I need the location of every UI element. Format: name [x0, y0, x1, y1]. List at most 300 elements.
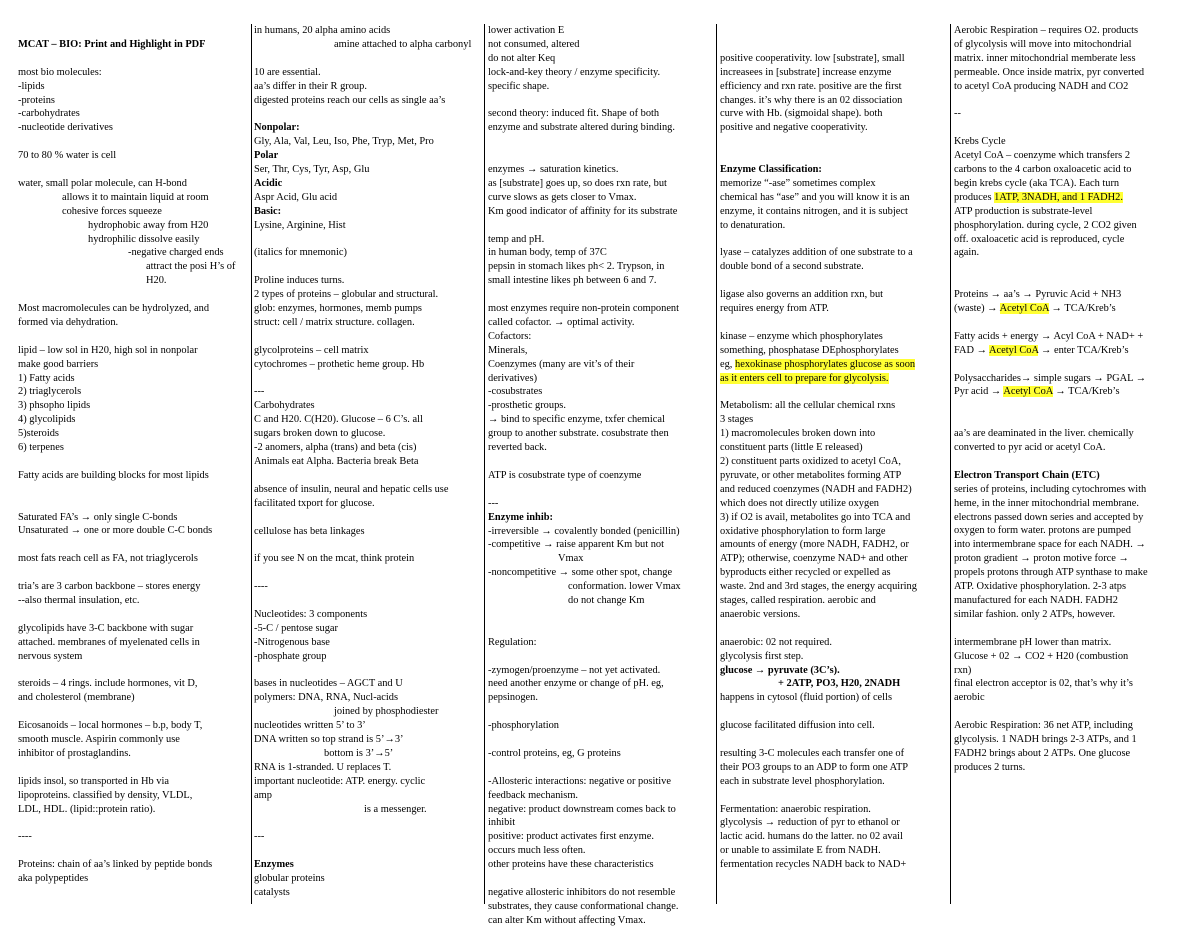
note-line: occurs much less often. — [488, 845, 586, 857]
note-line: lipid – low sol in H20, high sol in nonpolar — [18, 344, 198, 356]
note-line: --also thermal insulation, etc. — [18, 594, 140, 606]
note-line: their PO3 groups to an ADP to form one ATP — [720, 761, 909, 773]
notes-column-2 — [254, 24, 482, 900]
note-line: feedback mechanism. — [488, 789, 579, 801]
note-line — [954, 622, 1186, 636]
note-line: chemical has “ase” and you will know it is an — [720, 191, 910, 203]
note-line: specific shape. — [488, 80, 550, 92]
note-line: 2) constituent parts oxidized to acetyl CoA, — [720, 455, 901, 467]
note-line: is a messenger. — [364, 803, 427, 815]
highlighted-text: as it enters cell to prepare for glycolysis. — [720, 372, 889, 384]
note-line — [488, 149, 714, 163]
note-line: (waste) → Acetyl CoA → TCA/Kreb’s — [954, 303, 1116, 315]
note-line: -lipids — [18, 80, 45, 92]
note-line: as [substrate] goes up, so does rxn rate, but — [488, 177, 667, 189]
note-line: -cosubstrates — [488, 386, 543, 398]
note-line: Proteins → aa’s → Pyruvic Acid + NH3 — [954, 289, 1122, 301]
note-line: ATP); otherwise, coenzyme NAD+ and other — [720, 553, 908, 565]
note-line — [954, 413, 1186, 427]
note-line — [720, 38, 948, 52]
note-line — [488, 761, 714, 775]
note-line: water, small polar molecule, can H-bond — [18, 177, 187, 189]
note-line: other proteins have these characteristics — [488, 859, 654, 871]
note-line: sugars broken down to glucose. — [254, 428, 386, 440]
note-line: enzyme, it contains nitrogen, and it is subject — [720, 205, 908, 217]
note-line — [254, 566, 482, 580]
note-line — [254, 233, 482, 247]
note-line: and cholesterol (membrane) — [18, 692, 135, 704]
note-line: MCAT – BIO: Print and Highlight in PDF — [18, 38, 206, 50]
note-line: Enzyme inhib: — [488, 511, 553, 523]
note-line — [18, 288, 250, 302]
note-line: RNA is 1-stranded. U replaces T. — [254, 761, 392, 773]
note-line: most bio molecules: — [18, 66, 102, 78]
note-line: 3 stages — [720, 414, 754, 426]
note-line: 2 types of proteins – globular and structural. — [254, 289, 439, 301]
note-line: final electron acceptor is 02, that’s why it’s — [954, 678, 1133, 690]
note-line: Basic: — [254, 205, 282, 217]
note-line: Enzyme Classification: — [720, 164, 822, 175]
note-line: manufactured for each NADH. FADH2 — [954, 595, 1118, 607]
note-line: byproducts either recycled or expelled as — [720, 567, 891, 579]
note-line: similar fashion. only 2 ATPs, however. — [954, 608, 1116, 620]
note-line — [18, 135, 250, 149]
note-line: begin krebs cycle (aka TCA). Each turn — [954, 177, 1120, 189]
note-line: -irreversible → covalently bonded (penicillin) — [488, 525, 680, 537]
note-line: Krebs Cycle — [954, 136, 1006, 148]
note-line: inhibit — [488, 817, 516, 829]
note-line: -Allosteric interactions: negative or positive — [488, 775, 671, 787]
note-line: electrons passed down series and accepted by — [954, 511, 1144, 523]
note-line: lyase – catalyzes addition of one substrate to a — [720, 247, 913, 259]
note-line: formed via dehydration. — [18, 316, 119, 328]
note-line: bottom is 3’→5’ — [324, 747, 394, 759]
note-line: produces 1ATP, 3NADH, and 1 FADH2. — [954, 191, 1123, 203]
note-line — [488, 608, 714, 622]
note-line: Pyr acid → Acetyl CoA → TCA/Kreb’s — [954, 386, 1120, 398]
column-rule-2 — [484, 24, 485, 904]
note-line — [254, 52, 482, 66]
notes-column-5 — [954, 24, 1186, 775]
note-line: carbons to the 4 carbon oxaloacetic acid to — [954, 164, 1132, 176]
note-line — [18, 705, 250, 719]
note-line: again. — [954, 247, 980, 259]
notes-column-3 — [488, 24, 714, 928]
note-line: catalysts — [254, 886, 290, 898]
note-line — [18, 538, 250, 552]
note-line: glycolysis first step. — [720, 650, 804, 662]
note-line: -competitive → raise apparent Km but not — [488, 539, 665, 551]
note-line: propels protons through ATP synthase to make — [954, 567, 1148, 579]
note-line: H20. — [146, 275, 167, 287]
note-line: temp and pH. — [488, 233, 545, 245]
note-line — [18, 163, 250, 177]
note-line — [18, 566, 250, 580]
note-line: Gly, Ala, Val, Leu, Iso, Phe, Tryp, Met, Pro — [254, 136, 434, 148]
note-line: happens in cytosol (fluid portion) of cells — [720, 692, 892, 704]
note-line: Carbohydrates — [254, 400, 315, 412]
note-line: Polar — [254, 150, 279, 162]
note-line: amounts of energy (more NADH, FADH2, or — [720, 539, 909, 551]
note-line — [954, 455, 1186, 469]
note-line — [254, 844, 482, 858]
note-line: Aerobic Respiration: 36 net ATP, including — [954, 720, 1133, 732]
note-line: memorize “-ase” sometimes complex — [720, 177, 876, 189]
note-line: not consumed, altered — [488, 38, 580, 50]
note-line: or unable to assimilate E from NADH. — [720, 845, 881, 857]
note-line: -zymogen/proenzyme – not yet activated. — [488, 664, 661, 676]
note-line: -proteins — [18, 94, 55, 106]
note-line: most enzymes require non-protein component — [488, 303, 680, 315]
note-line: 6) terpenes — [18, 442, 64, 454]
note-line: allows it to maintain liquid at room — [62, 191, 209, 203]
note-line: called cofactor. → optimal activity. — [488, 316, 635, 328]
note-line: FADH2 brings about 2 ATPs. One glucose — [954, 747, 1131, 759]
note-line — [254, 816, 482, 830]
note-line: matrix. inner mitochondrial memberate less — [954, 52, 1136, 64]
notes-column-1 — [18, 24, 250, 886]
note-line: to denaturation. — [720, 219, 786, 231]
note-line: negative: product downstream comes back to — [488, 803, 676, 815]
note-line: phosphorylation. during cycle, 2 CO2 given — [954, 219, 1137, 231]
note-line — [254, 594, 482, 608]
note-line — [954, 358, 1186, 372]
note-line: lactic acid. humans do the latter. no 02 avail — [720, 831, 903, 843]
note-line: 3) if O2 is avail, metabolites go into TCA and — [720, 511, 911, 523]
note-line: oxygen to form water. protons are pumped — [954, 525, 1131, 537]
note-line: positive cooperativity. low [substrate], small — [720, 52, 905, 64]
highlighted-text: Acetyl CoA — [999, 303, 1049, 315]
note-line — [720, 372, 948, 386]
note-line: Enzymes — [254, 859, 294, 871]
note-line: positive and negative cooperativity. — [720, 122, 868, 134]
note-line: + 2ATP, PO3, H20, 2NADH — [778, 678, 901, 690]
note-line: aa’s differ in their R group. — [254, 80, 367, 92]
note-line — [720, 789, 948, 803]
note-line: glycolysis. 1 NADH brings 2-3 ATPs, and 1 — [954, 734, 1137, 746]
note-line — [720, 316, 948, 330]
note-line — [954, 121, 1186, 135]
note-line: glycolipids have 3-C backbone with sugar — [18, 622, 194, 634]
note-line: and reduced coenzymes (NADH and FADH2) — [720, 483, 912, 495]
note-line: ---- — [254, 581, 268, 593]
note-line: efficiency and rxn rate. positive are the first — [720, 80, 902, 92]
note-line — [488, 94, 714, 108]
note-line: → bind to specific enzyme, txfer chemical — [488, 414, 665, 426]
note-line: 70 to 80 % water is cell — [18, 150, 117, 162]
note-line: heme, in the inner mitochondrial membrane. — [954, 497, 1139, 509]
note-line: amp — [254, 789, 272, 801]
note-line: Saturated FA’s → only single C-bonds — [18, 511, 178, 523]
note-line: (italics for mnemonic) — [254, 247, 347, 259]
note-line: derivatives) — [488, 372, 538, 384]
note-line — [720, 24, 948, 38]
note-line: enzymes → saturation kinetics. — [488, 164, 619, 176]
note-line: Metabolism: all the cellular chemical rxns — [720, 400, 896, 412]
note-line: curve with Hb. (sigmoidal shape). both — [720, 108, 883, 120]
note-line: joined by phosphodiester — [334, 706, 439, 718]
note-line — [18, 816, 250, 830]
note-line: lipoproteins. classified by density, VLDL, — [18, 789, 193, 801]
note-line: lower activation E — [488, 25, 565, 36]
note-line: Unsaturated → one or more double C-C bonds — [18, 525, 213, 537]
note-line: Proline induces turns. — [254, 275, 345, 287]
note-line: stages, called respiration. aerobic and — [720, 595, 876, 607]
note-line: positive: product activates first enzyme. — [488, 831, 654, 843]
note-line: lock-and-key theory / enzyme specificity. — [488, 66, 661, 78]
note-line: 1) macromolecules broken down into — [720, 428, 876, 440]
note-line — [488, 622, 714, 636]
note-line: glob: enzymes, hormones, memb pumps — [254, 303, 422, 315]
note-line: in human body, temp of 37C — [488, 247, 607, 259]
note-line: proton gradient → proton motive force → — [954, 553, 1129, 565]
note-line: Aspr Acid, Glu acid — [254, 191, 338, 203]
notes-column-4 — [720, 24, 948, 872]
note-line: -2 anomers, alpha (trans) and beta (cis) — [254, 442, 417, 454]
note-line: -phosphate group — [254, 650, 327, 662]
note-line — [954, 316, 1186, 330]
note-line: polymers: DNA, RNA, Nucl-acids — [254, 692, 399, 704]
note-line: Eicosanoids – local hormones – b.p, body T, — [18, 720, 203, 732]
note-line: each in substrate level phosphorylation. — [720, 775, 885, 787]
note-line — [488, 483, 714, 497]
note-line: 10 are essential. — [254, 66, 321, 78]
note-line: increasees in [substrate] increase enzyme — [720, 66, 892, 78]
note-line: oxidative phosphorylation to form large — [720, 525, 886, 537]
note-line: struct: cell / matrix structure. collagen. — [254, 316, 415, 328]
highlighted-text: hexokinase phosphorylates glucose as soon — [735, 358, 916, 370]
note-line: absence of insulin, neural and hepatic cells use — [254, 483, 449, 495]
note-line: fermentation recycles NADH back to NAD+ — [720, 859, 907, 871]
note-line: globular proteins — [254, 873, 325, 885]
note-line: do not alter Keq — [488, 52, 556, 64]
note-line: constituent parts (little E released) — [720, 442, 863, 454]
note-line — [720, 385, 948, 399]
note-line — [254, 330, 482, 344]
note-line: changes. it’s why there is an 02 dissociation — [720, 94, 903, 106]
note-line: Polysaccharides→ simple sugars → PGAL → — [954, 372, 1147, 384]
note-line: 3) phsopho lipids — [18, 400, 91, 412]
note-line — [720, 705, 948, 719]
note-line: Vmax — [558, 553, 584, 565]
note-line: conformation. lower Vmax — [568, 581, 681, 593]
note-line: steroids – 4 rings. include hormones, vit D, — [18, 678, 198, 690]
note-line: intermembrane pH lower than matrix. — [954, 636, 1112, 648]
note-line: cellulose has beta linkages — [254, 525, 365, 537]
note-line: requires energy from ATP. — [720, 303, 829, 315]
note-line — [488, 733, 714, 747]
note-line — [720, 622, 948, 636]
note-line: Acetyl CoA – coenzyme which transfers 2 — [954, 150, 1131, 162]
note-line: converted to pyr acid or acetyl CoA. — [954, 442, 1106, 454]
note-line: Fatty acids are building blocks for most lipids — [18, 469, 209, 481]
note-line: 5)steroids — [18, 428, 59, 440]
note-line: --- — [254, 831, 265, 843]
note-line: substrates, they cause conformational change. — [488, 900, 679, 912]
note-line — [720, 274, 948, 288]
column-rule-3 — [716, 24, 717, 904]
note-line — [18, 52, 250, 66]
note-line: --- — [254, 386, 265, 398]
note-line: series of proteins, including cytochromes with — [954, 483, 1147, 495]
highlighted-text: Acetyl CoA — [989, 344, 1039, 356]
note-line: -nucleotide derivatives — [18, 122, 113, 134]
note-line — [488, 288, 714, 302]
note-line: glycolysis → reduction of pyr to ethanol or — [720, 817, 900, 829]
note-line: aerobic — [954, 692, 985, 704]
note-line: anaerobic versions. — [720, 608, 801, 620]
note-line: pepsinogen. — [488, 692, 538, 704]
note-line: ATP production is substrate-level — [954, 205, 1093, 217]
note-line: need another enzyme or change of pH. eg, — [488, 678, 664, 690]
note-line: facilitated txport for glucose. — [254, 497, 375, 509]
note-line — [488, 705, 714, 719]
note-line: aa’s are deaminated in the liver. chemically — [954, 428, 1134, 440]
note-line: -noncompetitive → some other spot, change — [488, 567, 673, 579]
note-line: Nonpolar: — [254, 122, 300, 134]
note-line: Most macromolecules can be hydrolyzed, and — [18, 303, 210, 315]
note-line — [488, 219, 714, 233]
note-line: DNA written so top strand is 5’→3’ — [254, 734, 404, 746]
note-line: nucleotides written 5’ to 3’ — [254, 720, 366, 732]
note-line — [720, 733, 948, 747]
note-line: to acetyl CoA producing NADH and CO2 — [954, 80, 1129, 92]
note-line: -phosphorylation — [488, 720, 559, 732]
note-line — [488, 872, 714, 886]
note-line: Acidic — [254, 177, 283, 189]
note-line: attract the posi H’s of — [146, 261, 236, 273]
note-line: Electron Transport Chain (ETC) — [954, 469, 1100, 481]
note-line: ligase also governs an addition rxn, but — [720, 289, 884, 301]
note-line: Cofactors: — [488, 330, 532, 342]
note-line: Aerobic Respiration – requires O2. products — [954, 25, 1139, 36]
note-line: eg, hexokinase phosphorylates glucose as soon — [720, 358, 916, 370]
note-line: off. oxaloacetic acid is reproduced, cycle — [954, 233, 1125, 245]
note-line: in humans, 20 alpha amino acids — [254, 25, 391, 36]
highlighted-text: Acetyl CoA — [1003, 386, 1053, 398]
note-line: glucose facilitated diffusion into cell. — [720, 720, 875, 732]
note-line — [954, 260, 1186, 274]
note-line: 4) glycolipids — [18, 414, 76, 426]
note-line: C and H20. C(H20). Glucose – 6 C’s. all — [254, 414, 423, 426]
note-line: aka polypeptides — [18, 873, 89, 885]
note-line: rxn) — [954, 664, 972, 676]
note-line — [18, 664, 250, 678]
note-line — [720, 135, 948, 149]
note-line: pepsin in stomach likes ph< 2. Trypson, in — [488, 261, 665, 273]
note-line: ---- — [18, 831, 32, 843]
note-line: lipids insol, so transported in Hb via — [18, 775, 169, 787]
note-line: waste. 2nd and 3rd stages, the energy acquiring — [720, 581, 917, 593]
note-line: anaerobic: 02 not required. — [720, 636, 832, 648]
note-line — [954, 94, 1186, 108]
note-line: -negative charged ends — [128, 247, 224, 259]
note-line: Animals eat Alpha. Bacteria break Beta — [254, 456, 419, 467]
note-line — [18, 844, 250, 858]
note-line: of glycolysis will move into mitochondrial — [954, 38, 1132, 50]
note-line: negative allosteric inhibitors do not resemble — [488, 886, 676, 898]
note-line: -prosthetic groups. — [488, 400, 566, 412]
note-line: Proteins: chain of aa’s linked by peptide bonds — [18, 859, 213, 871]
note-line: --- — [488, 497, 499, 509]
note-line — [18, 761, 250, 775]
note-line — [254, 664, 482, 678]
note-line: -Nitrogenous base — [254, 636, 330, 648]
note-line: 1) Fatty acids — [18, 372, 75, 384]
note-line: smooth muscle. Aspirin commonly use — [18, 734, 180, 745]
note-line — [18, 24, 250, 38]
note-line — [254, 511, 482, 525]
note-line: can alter Km without affecting Vmax. — [488, 914, 646, 926]
note-line — [488, 455, 714, 469]
note-line: double bond of a second substrate. — [720, 261, 864, 273]
note-line: Minerals, — [488, 344, 528, 356]
note-line: small intestine likes ph between 6 and 7. — [488, 275, 657, 287]
note-line — [18, 330, 250, 344]
note-line: Coenzymes (many are vit’s of their — [488, 358, 635, 370]
note-line — [720, 233, 948, 247]
note-line: -- — [954, 108, 961, 120]
note-line — [254, 260, 482, 274]
note-line: cytochromes – prothetic heme group. Hb — [254, 358, 425, 370]
note-line — [720, 149, 948, 163]
note-line — [954, 399, 1186, 413]
note-line: Regulation: — [488, 636, 537, 648]
highlighted-text: 1ATP, 3NADH, and 1 FADH2. — [994, 191, 1123, 203]
note-line: if you see N on the mcat, think protein — [254, 553, 415, 565]
note-line: resulting 3-C molecules each transfer one of — [720, 747, 905, 759]
note-line: ATP is cosubstrate type of coenzyme — [488, 469, 642, 481]
note-line — [18, 483, 250, 497]
note-line: Fermentation: anaerobic respiration. — [720, 803, 871, 815]
note-line — [488, 650, 714, 664]
column-rule-4 — [950, 24, 951, 904]
note-line: -control proteins, eg, G proteins — [488, 747, 621, 759]
note-line: inhibitor of prostaglandins. — [18, 747, 131, 759]
note-line: curve slows as gets closer to Vmax. — [488, 191, 637, 203]
note-line: hydrophobic away from H20 — [88, 219, 209, 231]
note-line: attached. membranes of myelenated cells in — [18, 636, 200, 648]
column-rule-1 — [251, 24, 252, 904]
note-line: enzyme and substrate altered during binding. — [488, 122, 675, 134]
note-line — [18, 608, 250, 622]
note-line: glucose → pyruvate (3C’s). — [720, 664, 840, 676]
note-line: 2) triaglycerols — [18, 386, 82, 398]
note-line — [954, 274, 1186, 288]
note-line: bases in nucleotides – AGCT and U — [254, 678, 403, 690]
note-line — [254, 107, 482, 121]
note-line: Fatty acids + energy → Acyl CoA + NAD+ + — [954, 330, 1144, 342]
note-line: amine attached to alpha carbonyl — [334, 38, 472, 50]
note-line: Km good indicator of affinity for its substrate — [488, 205, 678, 217]
note-line — [488, 135, 714, 149]
note-line: which does not directly utilize oxygen — [720, 497, 879, 509]
note-line: something, phosphatase DEphosphorylates — [720, 344, 899, 356]
note-line: cohesive forces squeeze — [62, 205, 162, 217]
note-line: Lysine, Arginine, Hist — [254, 219, 346, 231]
note-line — [254, 469, 482, 483]
note-line: nervous system — [18, 650, 83, 662]
note-line: Nucleotides: 3 components — [254, 608, 368, 620]
note-line: -5-C / pentose sugar — [254, 622, 338, 634]
note-line: produces 2 turns. — [954, 761, 1026, 773]
note-line: LDL, HDL. (lipid::protein ratio). — [18, 803, 156, 815]
note-line: permeable. Once inside matrix, pyr converted — [954, 66, 1145, 78]
note-line: important nucleotide: ATP. energy. cyclic — [254, 775, 426, 787]
note-line: Glucose + 02 → CO2 + H20 (combustion — [954, 650, 1129, 662]
note-line: ATP. Oxidative phosphorylation. 2-3 atps — [954, 581, 1127, 593]
note-line — [954, 705, 1186, 719]
